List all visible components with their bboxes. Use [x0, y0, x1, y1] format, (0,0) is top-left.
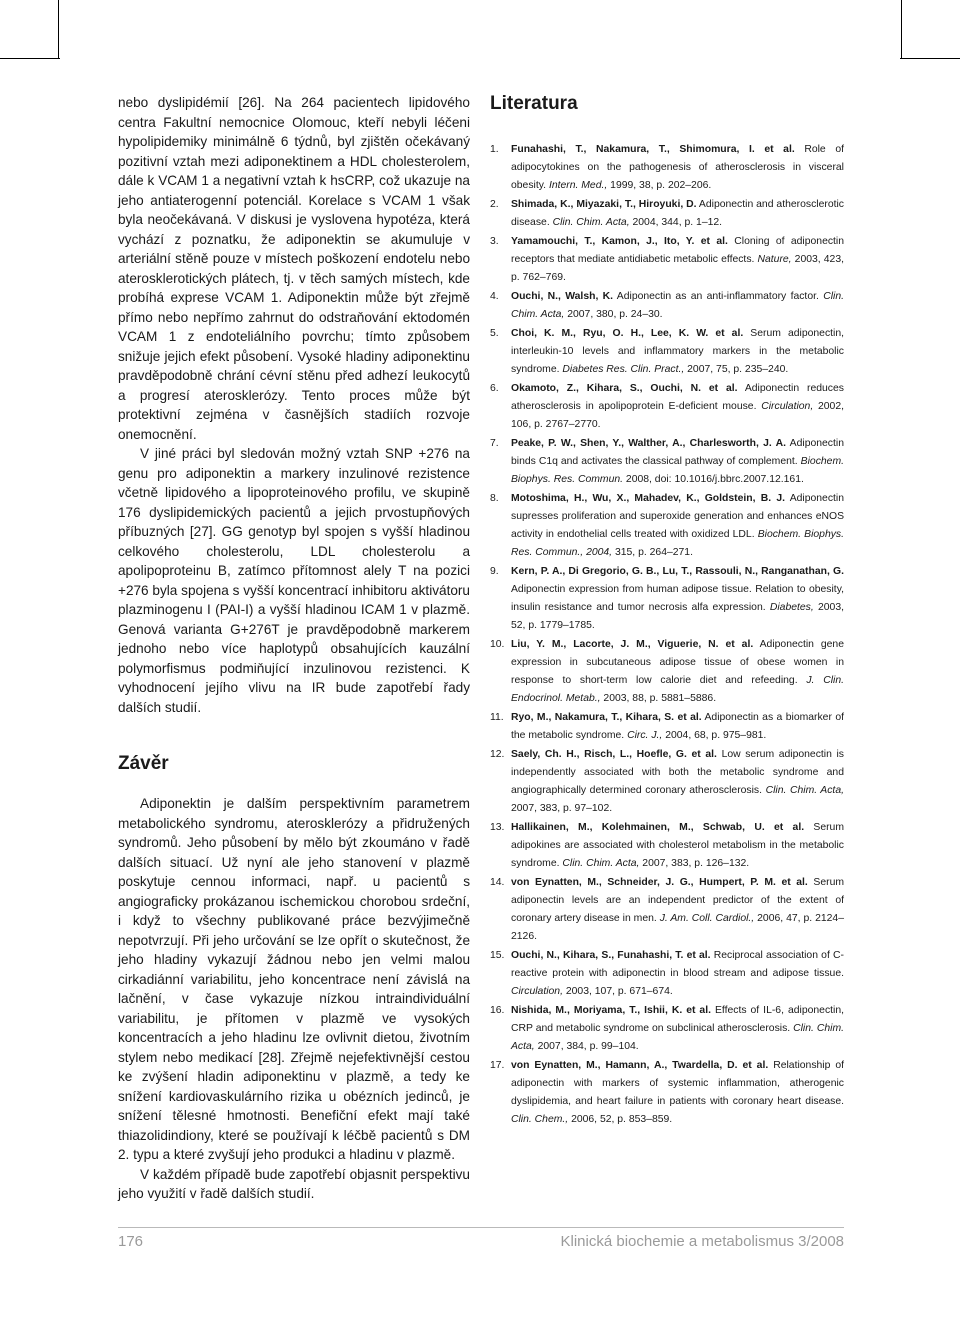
reference-journal: Circulation,: [511, 986, 563, 997]
reference-journal: Clin. Chem.,: [511, 1114, 569, 1125]
reference-item: [490, 380, 844, 434]
reference-details: 2002, 106, p. 2767–2770.: [511, 401, 844, 430]
reference-num: 1.: [490, 144, 499, 155]
reference-details: 2003, 107, p. 671–674.: [565, 986, 673, 997]
reference-journal: Diabetes,: [769, 602, 814, 613]
conclusion-heading: Závěr: [118, 753, 169, 774]
reference-item: [490, 490, 844, 562]
body-paragraph: nebo dyslipidémií [26]. Na 264 pacientech lipidového centra Fakultní nemocnice Olomouc, kteří nebyli léčeni hypolipidemiky minimálně 6 týdnů, byl zjištěn očekávaný pozitivní vztah mezi adiponektinem a HDL cholesterolem, dále k VCAM 1 a negativní vztah k hsCRP, což ukazuje na jeho antiaterogenní potenciál. Korelace s VCAM 1 však byla neočekávaná. V diskusi je vyslovena hypotéza, která vychází z poznatku, že adiponektin se akumuluje v arteriální stěně pouze v místech poškození endotelu nebo aterosklerotických plátech, tj. v těch samých místech, kde probíhá exprese VCAM 1. Adiponektin může být zřejmě přímo nebo nepřímo zahrnut do odstraňování ektodomén VCAM 1 z endoteliálního povrchu; tímto způsobem snižuje jejich efekt působení. Vysoké hladiny adiponektinu pravděpodobně chrání cévní stěnu před adhezí leukocytů a progresí aterosklerózy. Tento proces může být protektivní zejména v časnějších stadiích rozvoje onemocnění.: [118, 95, 470, 442]
reference-item: [490, 563, 844, 635]
reference-item: [490, 819, 844, 873]
reference-details: 2007, 380, p. 24–30.: [567, 309, 663, 320]
reference-authors: von Eynatten, M., Hamann, A., Twardella, D. et al.: [511, 1060, 769, 1071]
reference-details: 1999, 38, p. 202–206.: [610, 180, 712, 191]
reference-item: [490, 325, 844, 379]
reference-title: Adiponectin and atherosclerotic disease.: [511, 199, 844, 228]
reference-authors: Liu, Y. M., Lacorte, J. M., Viguerie, N. et al.: [511, 639, 754, 650]
reference-item: [490, 709, 844, 745]
reference-authors: Hallikainen, M., Kolehmainen, M., Schwab, U. et al.: [511, 822, 805, 833]
reference-details: 2007, 383, p. 97–102.: [511, 803, 613, 814]
reference-item: [490, 288, 844, 324]
reference-journal: Nature,: [757, 254, 792, 265]
reference-num: 12.: [490, 749, 505, 760]
reference-authors: Ouchi, N., Kihara, S., Funahashi, T. et al.: [511, 950, 711, 961]
reference-num: 2.: [490, 199, 499, 210]
reference-num: 15.: [490, 950, 505, 961]
reference-num: 14.: [490, 877, 505, 888]
crop-mark: [58, 0, 59, 58]
reference-title: Serum adiponectin levels are an independent predictor of the extent of coronary artery disease in men.: [511, 877, 845, 924]
reference-title: Serum adipokines are associated with cholesterol metabolism in the metabolic syndrome.: [511, 822, 844, 869]
reference-authors: Funahashi, T., Nakamura, T., Shimomura, I. et al.: [511, 144, 795, 155]
main-text-column: [118, 93, 470, 1204]
reference-authors: Choi, K. M., Ryu, O. H., Lee, K. W. et al.: [511, 328, 744, 339]
reference-item: [490, 1057, 844, 1129]
reference-authors: Saely, Ch. H., Risch, L., Hoefle, G. et al.: [511, 749, 717, 760]
reference-num: 11.: [490, 712, 504, 723]
reference-authors: Ryo, M., Nakamura, T., Kihara, S. et al.: [511, 712, 702, 723]
reference-details: 2008, doi: 10.1016/j.bbrc.2007.12.161.: [625, 474, 804, 485]
reference-details: 2003, 423, p. 762–769.: [511, 254, 844, 283]
reference-details: 2004, 344, p. 1–12.: [632, 217, 723, 228]
reference-title: Serum adiponectin, interleukin-10 levels and inflammatory markers in the metabolic syndrome.: [511, 328, 844, 375]
reference-authors: Okamoto, Z., Kihara, S., Ouchi, N. et al.: [511, 383, 738, 394]
reference-num: 13.: [490, 822, 505, 833]
reference-num: 9.: [490, 566, 499, 577]
reference-journal: J. Am. Coll. Cardiol.,: [659, 913, 755, 924]
reference-item: [490, 874, 844, 946]
reference-details: 315, p. 264–271.: [614, 547, 693, 558]
reference-title: Effects of IL-6, adiponectin, CRP and metabolic syndrome on subclinical atherosclerosis.: [511, 1005, 844, 1034]
reference-title: Cloning of adiponectin receptors that mediate antidiabetic metabolic effects.: [511, 236, 845, 265]
reference-details: 2004, 68, p. 975–981.: [665, 730, 767, 741]
reference-item: [490, 636, 844, 708]
reference-title: Adiponectin as a biomarker of the metabolic syndrome.: [511, 712, 844, 741]
reference-title: Reciprocal association of C-reactive protein with adiponectin in blood stream and adipose tissue.: [511, 950, 844, 979]
reference-authors: Kern, P. A., Di Gregorio, G. B., Lu, T., Rassouli, N., Ranganathan, G.: [511, 566, 844, 577]
reference-authors: Yamamouchi, T., Kamon, J., Ito, Y. et al.: [511, 236, 728, 247]
reference-num: 17.: [490, 1060, 505, 1071]
reference-details: 2003, 88, p. 5881–5886.: [603, 693, 717, 704]
reference-item: [490, 746, 844, 818]
reference-num: 5.: [490, 328, 499, 339]
reference-num: 3.: [490, 236, 499, 247]
reference-authors: Peake, P. W., Shen, Y., Walther, A., Charlesworth, J. A.: [511, 438, 787, 449]
reference-title: Adiponectin expression from human adipose tissue. Relation to obesity, insulin resistance and tumor necrosis alfa expression.: [511, 584, 844, 613]
reference-title: Adiponectin supresses proliferation and superoxide generation and enhances eNOS activity in endothelial cells treated with oxidized LDL.: [511, 493, 844, 540]
reference-num: 16.: [490, 1005, 505, 1016]
reference-item: [490, 435, 844, 489]
reference-list: [490, 141, 844, 1129]
reference-item: [490, 141, 844, 195]
reference-title: Low serum adiponectin is independently associated with both the metabolic syndrome and angiographically determined coronary atherosclerosis.: [511, 749, 844, 796]
conclusion-paragraph: V každém případě bude zapotřebí objasnit perspektivu jeho využití v řadě dalších studií.: [118, 1166, 470, 1201]
conclusion-paragraph: Adiponektin je dalším perspektivním parametrem metabolického syndromu, aterosklerózy a přidružených syndromů. Jeho působení by mělo být zkoumáno v řadě dalších situací. Už nyní ale jeho stanovení v plazmě poskytuje cennou informaci, např. u pacientů s angiograficky prokázanou ischemickou chorobou srdeční, i když to všechny publikované práce bezvýjimečně nepotvrzují. Při jeho určování se lze opřít o skutečnost, že jeho hladiny vykazují žádnou nebo jen velmi malou cirkadiánní variabilitu, jeho koncentrace není závislá na lačnění, v čase vykazuje nízkou intraindividuální variabilitu, je přítomen v plazmě ve vysokých koncentracích a jeho hladinu lze ovlivnit dietou, životním stylem nebo medikací [28]. Zřejmě nejefektivnější cestou ke zvýšení hladin adiponektinu v plazmě, a tedy ke snížení kardiovaskulárního rizika u obézních jedinců, je snížení tělesné hmotnosti. Benefiční efekt mají také thiazolidindiony, které se používají k léčbě pacientů s DM 2. typu a které zvyšují jeho produkci a hladinu v plazmě.: [118, 796, 470, 1162]
reference-journal: J. Clin. Endocrinol. Metab.,: [511, 675, 844, 704]
reference-details: 2006, 52, p. 853–859.: [571, 1114, 673, 1125]
journal-name: Klinická biochemie a metabolismus 3/2008: [560, 1233, 844, 1250]
reference-title: Adiponectin as an anti-inflammatory factor.: [616, 291, 819, 302]
references-column: [490, 93, 844, 1130]
reference-details: 2007, 383, p. 126–132.: [642, 858, 750, 869]
reference-details: 2007, 75, p. 235–240.: [687, 364, 789, 375]
reference-num: 10.: [490, 639, 505, 650]
reference-details: 2006, 47, p. 2124–2126.: [511, 913, 844, 942]
reference-title: Relationship of adiponectin with markers of systemic inflammation, atherogenic dyslipidemia, and heart failure in patients with coronary heart disease.: [511, 1060, 844, 1107]
reference-details: 2007, 384, p. 99–104.: [537, 1041, 639, 1052]
reference-item: [490, 233, 844, 287]
crop-mark: [0, 58, 60, 59]
body-paragraph: V jiné práci byl sledován možný vztah SNP +276 na genu pro adiponektin a markery inzulinové rezistence včetně lipidového a lipoproteinového profilu, ve skupině 176 dyslipidemických pacientů a jejich prvostupňových příbuzných [27]. GG genotyp byl spojen s vyšší hladinou celkového cholesterolu, LDL cholesterolu a apolipoproteinu B, zatímco přítomnost alely T na pozici +276 byla spojena s vyšší koncentrací inhibitoru aktivátoru plazminogenu I (PAI-I) a vyšší hladinou ICAM 1 v plazmě. Genová varianta G+276T je pravděpodobně markerem jednoho nebo více haplotypů obsahujících kauzální polymorfismus podmiňující inzulinovou rezistenci. K vyhodnocení jejího vlivu na IR bude zapotřebí řady dalších studií.: [118, 446, 470, 715]
reference-journal: Biochem. Biophys. Res. Commun.: [511, 456, 844, 485]
reference-journal: Diabetes Res. Clin. Pract.,: [562, 364, 685, 375]
reference-authors: Shimada, K., Miyazaki, T., Hiroyuki, D.: [511, 199, 697, 210]
crop-mark: [900, 58, 960, 59]
crop-mark: [901, 0, 902, 58]
reference-journal: Clin. Chim. Acta,: [562, 858, 640, 869]
reference-num: 7.: [490, 438, 499, 449]
reference-item: [490, 1002, 844, 1056]
reference-num: 4.: [490, 291, 499, 302]
reference-journal: Clin. Chim. Acta,: [511, 291, 844, 320]
reference-item: [490, 947, 844, 1001]
references-heading: Literatura: [490, 93, 578, 114]
footer-divider: [118, 1227, 844, 1228]
reference-title: Adiponectin reduces atherosclerosis in apolipoprotein E-deficient mouse.: [511, 383, 844, 412]
reference-authors: Nishida, M., Moriyama, T., Ishii, K. et al.: [511, 1005, 711, 1016]
page-number: 176: [118, 1233, 144, 1250]
reference-authors: von Eynatten, M., Schneider, J. G., Humpert, P. M. et al.: [511, 877, 808, 888]
reference-authors: Motoshima, H., Wu, X., Mahadev, K., Goldstein, B. J.: [511, 493, 786, 504]
reference-title: Role of adipocytokines on the pathogenesis of atherosclerosis in visceral obesity.: [511, 144, 844, 191]
reference-journal: Biochem. Biophys. Res. Commun., 2004,: [511, 529, 844, 558]
reference-num: 6.: [490, 383, 499, 394]
reference-title: Adiponectin gene expression in subcutaneous adipose tissue of obese women in response to short-term low calorie diet and refeeding.: [511, 639, 844, 686]
reference-num: 8.: [490, 493, 499, 504]
reference-journal: Intern. Med.,: [548, 180, 608, 191]
reference-journal: Circ. J.,: [627, 730, 663, 741]
reference-authors: Ouchi, N., Walsh, K.: [511, 291, 614, 302]
reference-journal: Clin. Chim. Acta,: [552, 217, 630, 228]
reference-item: [490, 196, 844, 232]
reference-details: 2003, 52, p. 1779–1785.: [511, 602, 845, 631]
reference-journal: Clin. Chim. Acta,: [765, 785, 844, 796]
reference-title: Adiponectin binds C1q and activates the classical pathway of complement.: [511, 438, 844, 467]
reference-journal: Clin. Chim. Acta,: [511, 1023, 844, 1052]
reference-journal: Circulation,: [761, 401, 814, 412]
